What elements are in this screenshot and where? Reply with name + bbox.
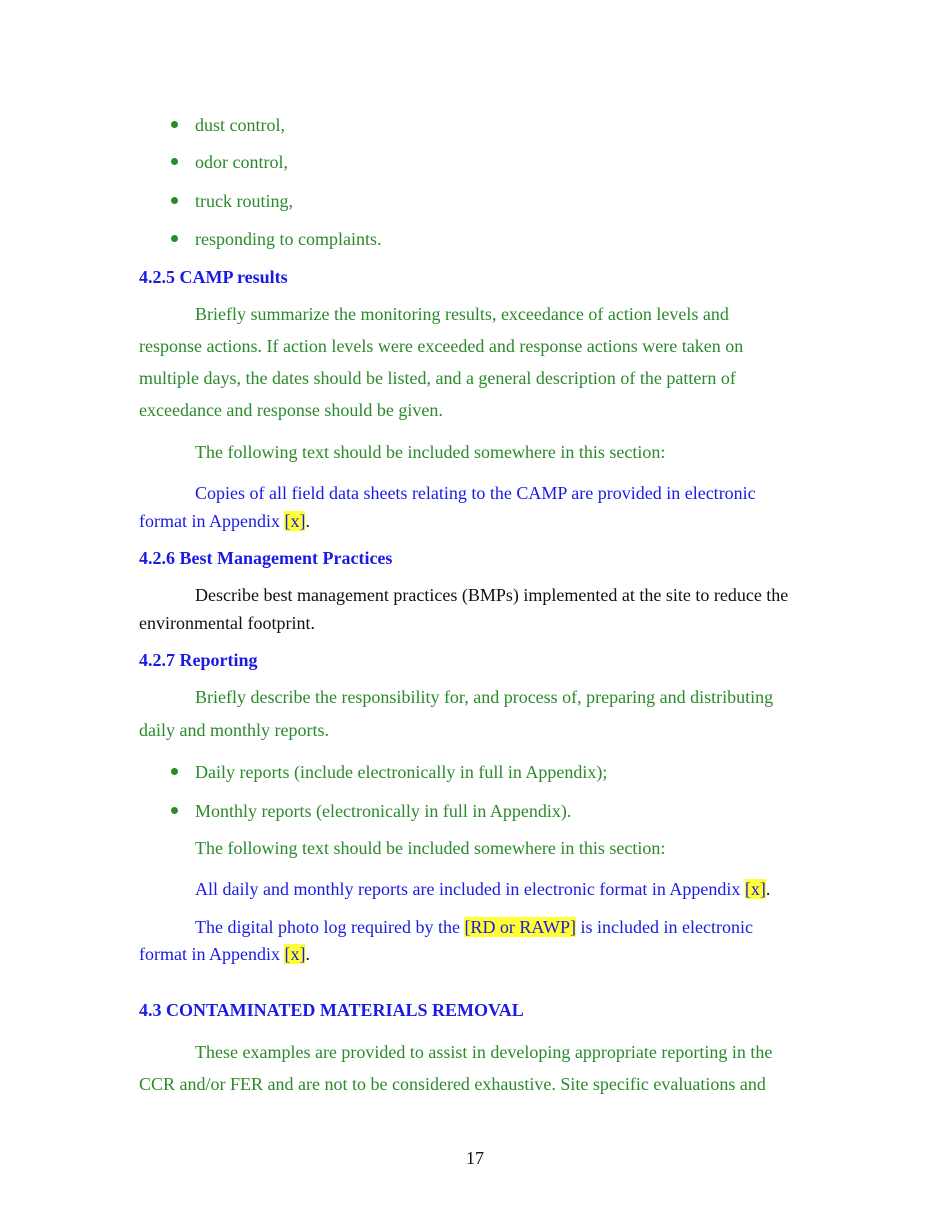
list-item: responding to complaints. <box>195 229 382 249</box>
bullet-icon <box>171 807 178 814</box>
placeholder-highlight: [x] <box>284 944 306 964</box>
bullet-icon <box>171 158 178 165</box>
paragraph-line: Briefly summarize the monitoring results, exceedance of action levels and <box>195 304 729 324</box>
list-item: Daily reports (include electronically in full in Appendix); <box>195 762 608 782</box>
paragraph-line: environmental footprint. <box>139 613 315 633</box>
paragraph-line: daily and monthly reports. <box>139 720 329 740</box>
required-text: All daily and monthly reports are included in electronic format in Appendix <box>195 879 745 899</box>
instruction-note: The following text should be included somewhere in this section: <box>195 838 666 858</box>
section-heading-4-2-6: 4.2.6 Best Management Practices <box>139 548 393 568</box>
bullet-icon <box>171 768 178 775</box>
paragraph-line: Briefly describe the responsibility for, and process of, preparing and distributing <box>195 687 774 707</box>
list-item: dust control, <box>195 115 285 135</box>
placeholder-highlight: [x] <box>744 879 766 899</box>
bullet-icon <box>171 121 178 128</box>
section-heading-4-2-7: 4.2.7 Reporting <box>139 650 258 670</box>
bullet-icon <box>171 235 178 242</box>
list-item: odor control, <box>195 152 288 172</box>
required-text: is included in electronic <box>576 917 753 937</box>
required-text-line <box>195 878 770 900</box>
punctuation: . <box>305 511 310 531</box>
paragraph-line: multiple days, the dates should be listed, and a general description of the pattern of <box>139 368 736 388</box>
list-item: truck routing, <box>195 191 293 211</box>
required-text-line <box>139 943 310 965</box>
punctuation: . <box>305 944 310 964</box>
paragraph-line: Describe best management practices (BMPs) implemented at the site to reduce the <box>195 585 789 605</box>
paragraph-line: These examples are provided to assist in developing appropriate reporting in the <box>195 1042 773 1062</box>
paragraph-line: response actions. If action levels were exceeded and response actions were taken on <box>139 336 744 356</box>
required-text-line <box>139 510 310 532</box>
placeholder-highlight: [x] <box>284 511 306 531</box>
bullet-icon <box>171 197 178 204</box>
section-heading-4-2-5: 4.2.5 CAMP results <box>139 267 288 287</box>
page-number: 17 <box>466 1148 484 1168</box>
required-text-line: Copies of all field data sheets relating to the CAMP are provided in electronic <box>195 483 756 503</box>
paragraph-line: CCR and/or FER and are not to be considered exhaustive. Site specific evaluations and <box>139 1074 766 1094</box>
list-item: Monthly reports (electronically in full in Appendix). <box>195 801 572 821</box>
paragraph-line: exceedance and response should be given. <box>139 400 443 420</box>
section-heading-4-3: 4.3 CONTAMINATED MATERIALS REMOVAL <box>139 1000 524 1020</box>
required-text: The digital photo log required by the <box>195 917 465 937</box>
required-text-line <box>195 916 753 938</box>
instruction-note: The following text should be included somewhere in this section: <box>195 442 666 462</box>
required-text: format in Appendix <box>139 511 285 531</box>
punctuation: . <box>765 879 771 899</box>
required-text: format in Appendix <box>139 944 285 964</box>
placeholder-highlight: [RD or RAWP] <box>464 917 576 937</box>
